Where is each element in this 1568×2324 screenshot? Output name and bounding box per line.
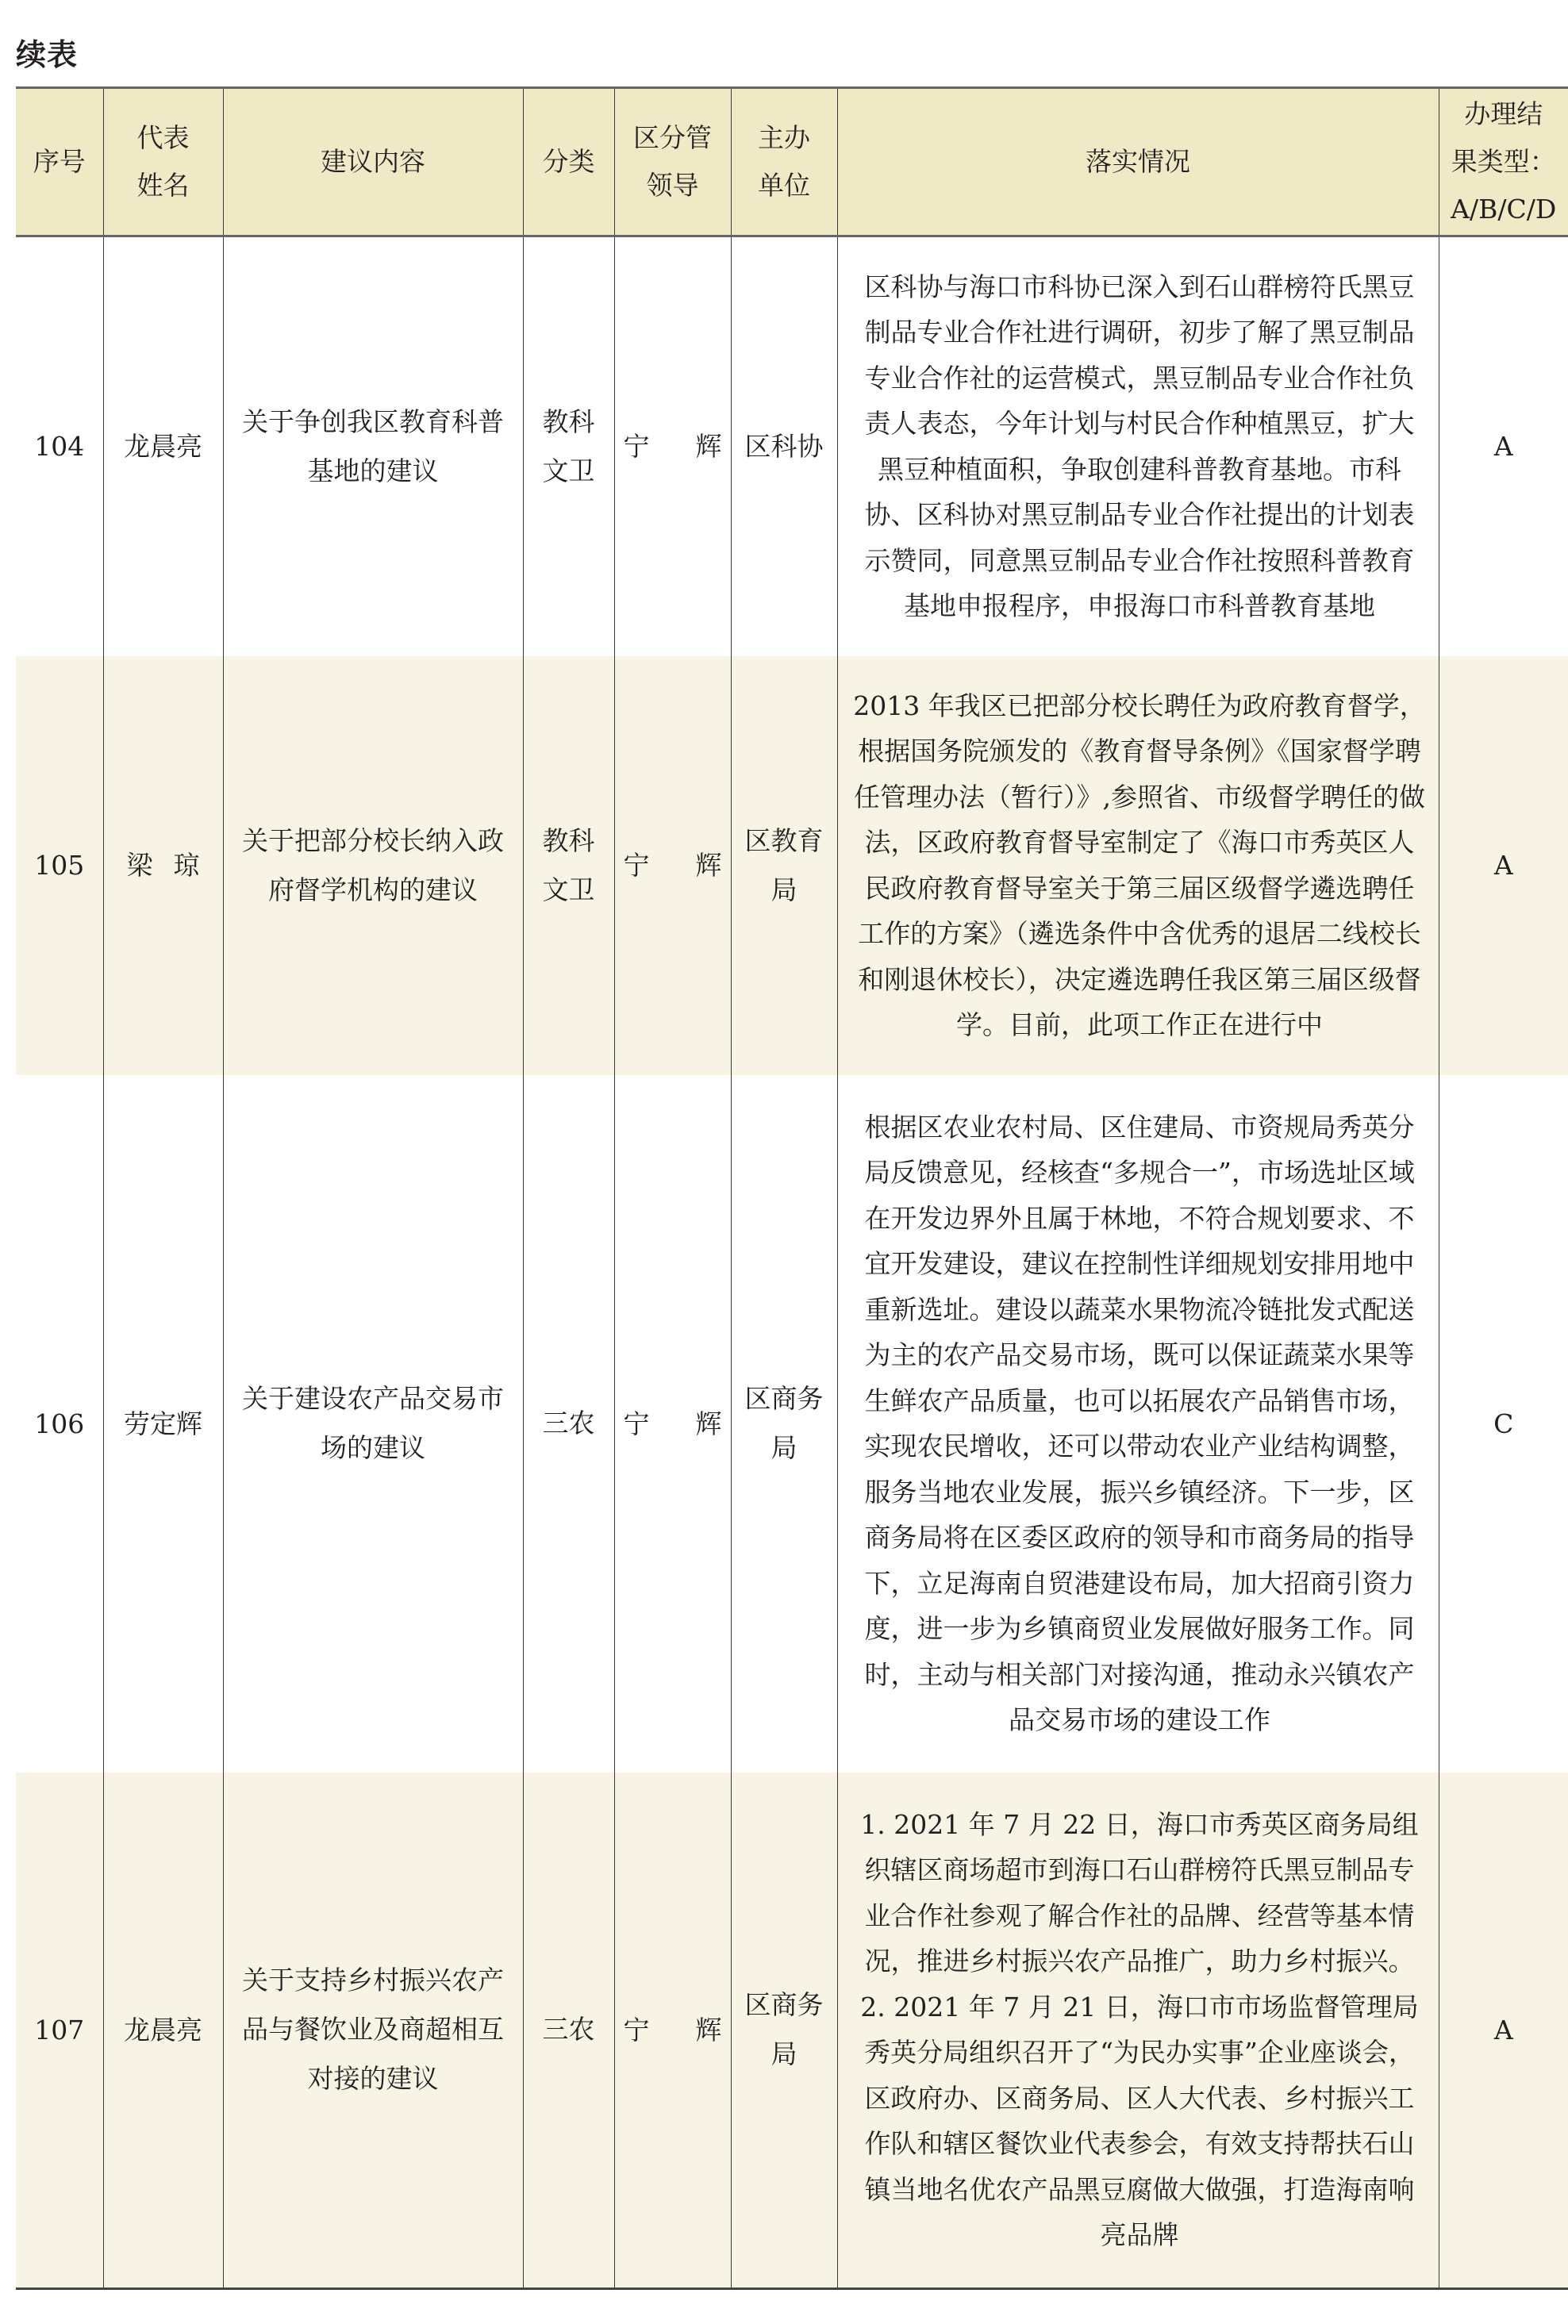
header-result-type [1439, 88, 1568, 236]
cell-category [523, 656, 614, 1075]
leader-surname: 宁 [623, 1408, 650, 1439]
category-line: 教科 [542, 405, 595, 437]
cell-category [523, 236, 614, 656]
cell-implementation [837, 1773, 1439, 2289]
unit-line: 局 [771, 2038, 797, 2070]
header-seq [16, 88, 103, 236]
cell-rep-name: 劳定辉 [103, 1075, 223, 1773]
header-unit-line: 单位 [758, 170, 810, 201]
leader-given: 辉 [695, 431, 722, 463]
cell-implementation: 2013 年我区已把部分校长聘任为政府教育督学，根据国务院颁发的《教育督导条例》《国家督学聘任管理办法（暂行）》,参照省、市级督学聘任的做法，区政府教育督导室制定了《海口市秀英区人民政府教育督导室关于第三届区级督学遴选聘任工作的方案》（遴选条件中含优秀的退居二线校长和刚退休校长），决定遴选聘任我区第三届区级督学。目前，此项工作正在进行中 [837, 656, 1439, 1075]
cell-suggestion: 关于支持乡村振兴农产品与餐饮业及商超相互对接的建议 [223, 1773, 523, 2289]
table-row [16, 1075, 1568, 1773]
header-seq-label: 序号 [33, 146, 86, 177]
header-unit [731, 88, 837, 236]
header-rep-name [103, 88, 223, 236]
cell-implementation: 根据区农业农村局、区住建局、市资规局秀英分局反馈意见，经核查“多规合一”，市场选址区域在开发边界外且属于林地，不符合规划要求、不宜开发建设，建议在控制性详细规划安排用地中重新选址。建设以蔬菜水果物流冷链批发式配送为主的农产品交易市场，既可以保证蔬菜水果等生鲜农产品质量，也可以拓展农产品销售市场，实现农民增收，还可以带动农业产业结构调整，服务当地农业发展，振兴乡镇经济。下一步，区商务局将在区委区政府的领导和市商务局的指导下，立足海南自贸港建设布局，加大招商引资力度，进一步为乡镇商贸业发展做好服务工作。同时，主动与相关部门对接沟通，推动永兴镇农产品交易市场的建设工作 [837, 1075, 1439, 1773]
cell-leader [614, 1075, 731, 1773]
table-row [16, 236, 1568, 656]
cell-rep-name: 龙晨亮 [103, 1773, 223, 2289]
cell-leader [614, 236, 731, 656]
implementation-item: 1. 2021 年 7 月 22 日，海口市秀英区商务局组织辖区商场超市到海口石山群榜符氏黑豆制品专业合作社参观了解合作社的品牌、经营等基本情况，推进乡村振兴农产品推广，助力乡村振兴。 [860, 1808, 1419, 1977]
cell-suggestion: 关于争创我区教育科普基地的建议 [223, 236, 523, 656]
cell-suggestion: 关于把部分校长纳入政府督学机构的建议 [223, 656, 523, 1075]
header-rep-name-line: 代表 [136, 122, 190, 153]
page-title: 续表 [16, 37, 79, 72]
header-suggestion-label: 建议内容 [321, 146, 425, 177]
cell-leader [614, 656, 731, 1075]
unit-line: 区科协 [744, 430, 824, 462]
rep-given: 琼 [173, 850, 200, 881]
cell-result-type: A [1439, 656, 1568, 1075]
category-line: 文卫 [542, 455, 595, 486]
cell-category [523, 1773, 614, 2289]
cell-category [523, 1075, 614, 1773]
leader-surname: 宁 [623, 2014, 650, 2046]
leader-given: 辉 [695, 850, 722, 881]
category-line: 三农 [542, 2014, 595, 2046]
header-leader [614, 88, 731, 236]
category-line: 教科 [542, 824, 595, 856]
cell-unit [731, 236, 837, 656]
cell-suggestion: 关于建设农产品交易市场的建议 [223, 1075, 523, 1773]
leader-surname: 宁 [623, 850, 650, 881]
leader-given: 辉 [695, 2014, 722, 2046]
table-row [16, 656, 1568, 1075]
header-result-line: 果类型： [1451, 146, 1556, 177]
unit-line: 区商务 [744, 1383, 824, 1414]
header-category [523, 88, 614, 236]
header-leader-line: 领导 [646, 170, 699, 201]
header-implementation [837, 88, 1439, 236]
header-category-label: 分类 [542, 146, 595, 177]
table-row [16, 1773, 1568, 2289]
cell-unit [731, 1075, 837, 1773]
unit-line: 区商务 [744, 1989, 824, 2021]
category-line: 三农 [542, 1408, 595, 1439]
header-result-line: A/B/C/D [1451, 194, 1557, 225]
cell-seq: 106 [16, 1075, 103, 1773]
header-rep-name-line: 姓名 [136, 170, 190, 201]
cell-seq: 107 [16, 1773, 103, 2289]
leader-surname: 宁 [623, 431, 650, 463]
header-implementation-label: 落实情况 [1086, 146, 1190, 177]
cell-seq: 105 [16, 656, 103, 1075]
leader-given: 辉 [695, 1408, 722, 1439]
cell-rep-name: 龙晨亮 [103, 236, 223, 656]
table-header-row [16, 88, 1568, 236]
header-unit-line: 主办 [758, 122, 810, 153]
cell-rep-name [103, 656, 223, 1075]
header-suggestion [223, 88, 523, 236]
cell-leader [614, 1773, 731, 2289]
rep-surname: 梁 [126, 850, 153, 881]
cell-result-type: A [1439, 1773, 1568, 2289]
cell-unit [731, 1773, 837, 2289]
category-line: 文卫 [542, 874, 595, 905]
cell-unit [731, 656, 837, 1075]
unit-line: 局 [771, 874, 797, 905]
header-leader-line: 区分管 [633, 122, 712, 153]
cell-result-type: A [1439, 236, 1568, 656]
header-result-line: 办理结 [1464, 98, 1543, 129]
cell-implementation: 区科协与海口市科协已深入到石山群榜符氏黑豆制品专业合作社进行调研，初步了解了黑豆制品专业合作社的运营模式，黑豆制品专业合作社负责人表态，今年计划与村民合作种植黑豆，扩大黑豆种植面积，争取创建科普教育基地。市科协、区科协对黑豆制品专业合作社提出的计划表示赞同，同意黑豆制品专业合作社按照科普教育基地申报程序，申报海口市科普教育基地 [837, 236, 1439, 656]
implementation-item: 2. 2021 年 7 月 21 日，海口市市场监督管理局秀英分局组织召开了“为民办实事”企业座谈会，区政府办、区商务局、区人大代表、乡村振兴工作队和辖区餐饮业代表参会，有效支持帮扶石山镇当地名优农产品黑豆腐做大做强，打造海南响亮品牌 [860, 1991, 1419, 2251]
suggestions-table [16, 86, 1568, 2290]
unit-line: 局 [771, 1432, 797, 1463]
cell-seq: 104 [16, 236, 103, 656]
cell-result-type: C [1439, 1075, 1568, 1773]
unit-line: 区教育 [744, 824, 824, 856]
